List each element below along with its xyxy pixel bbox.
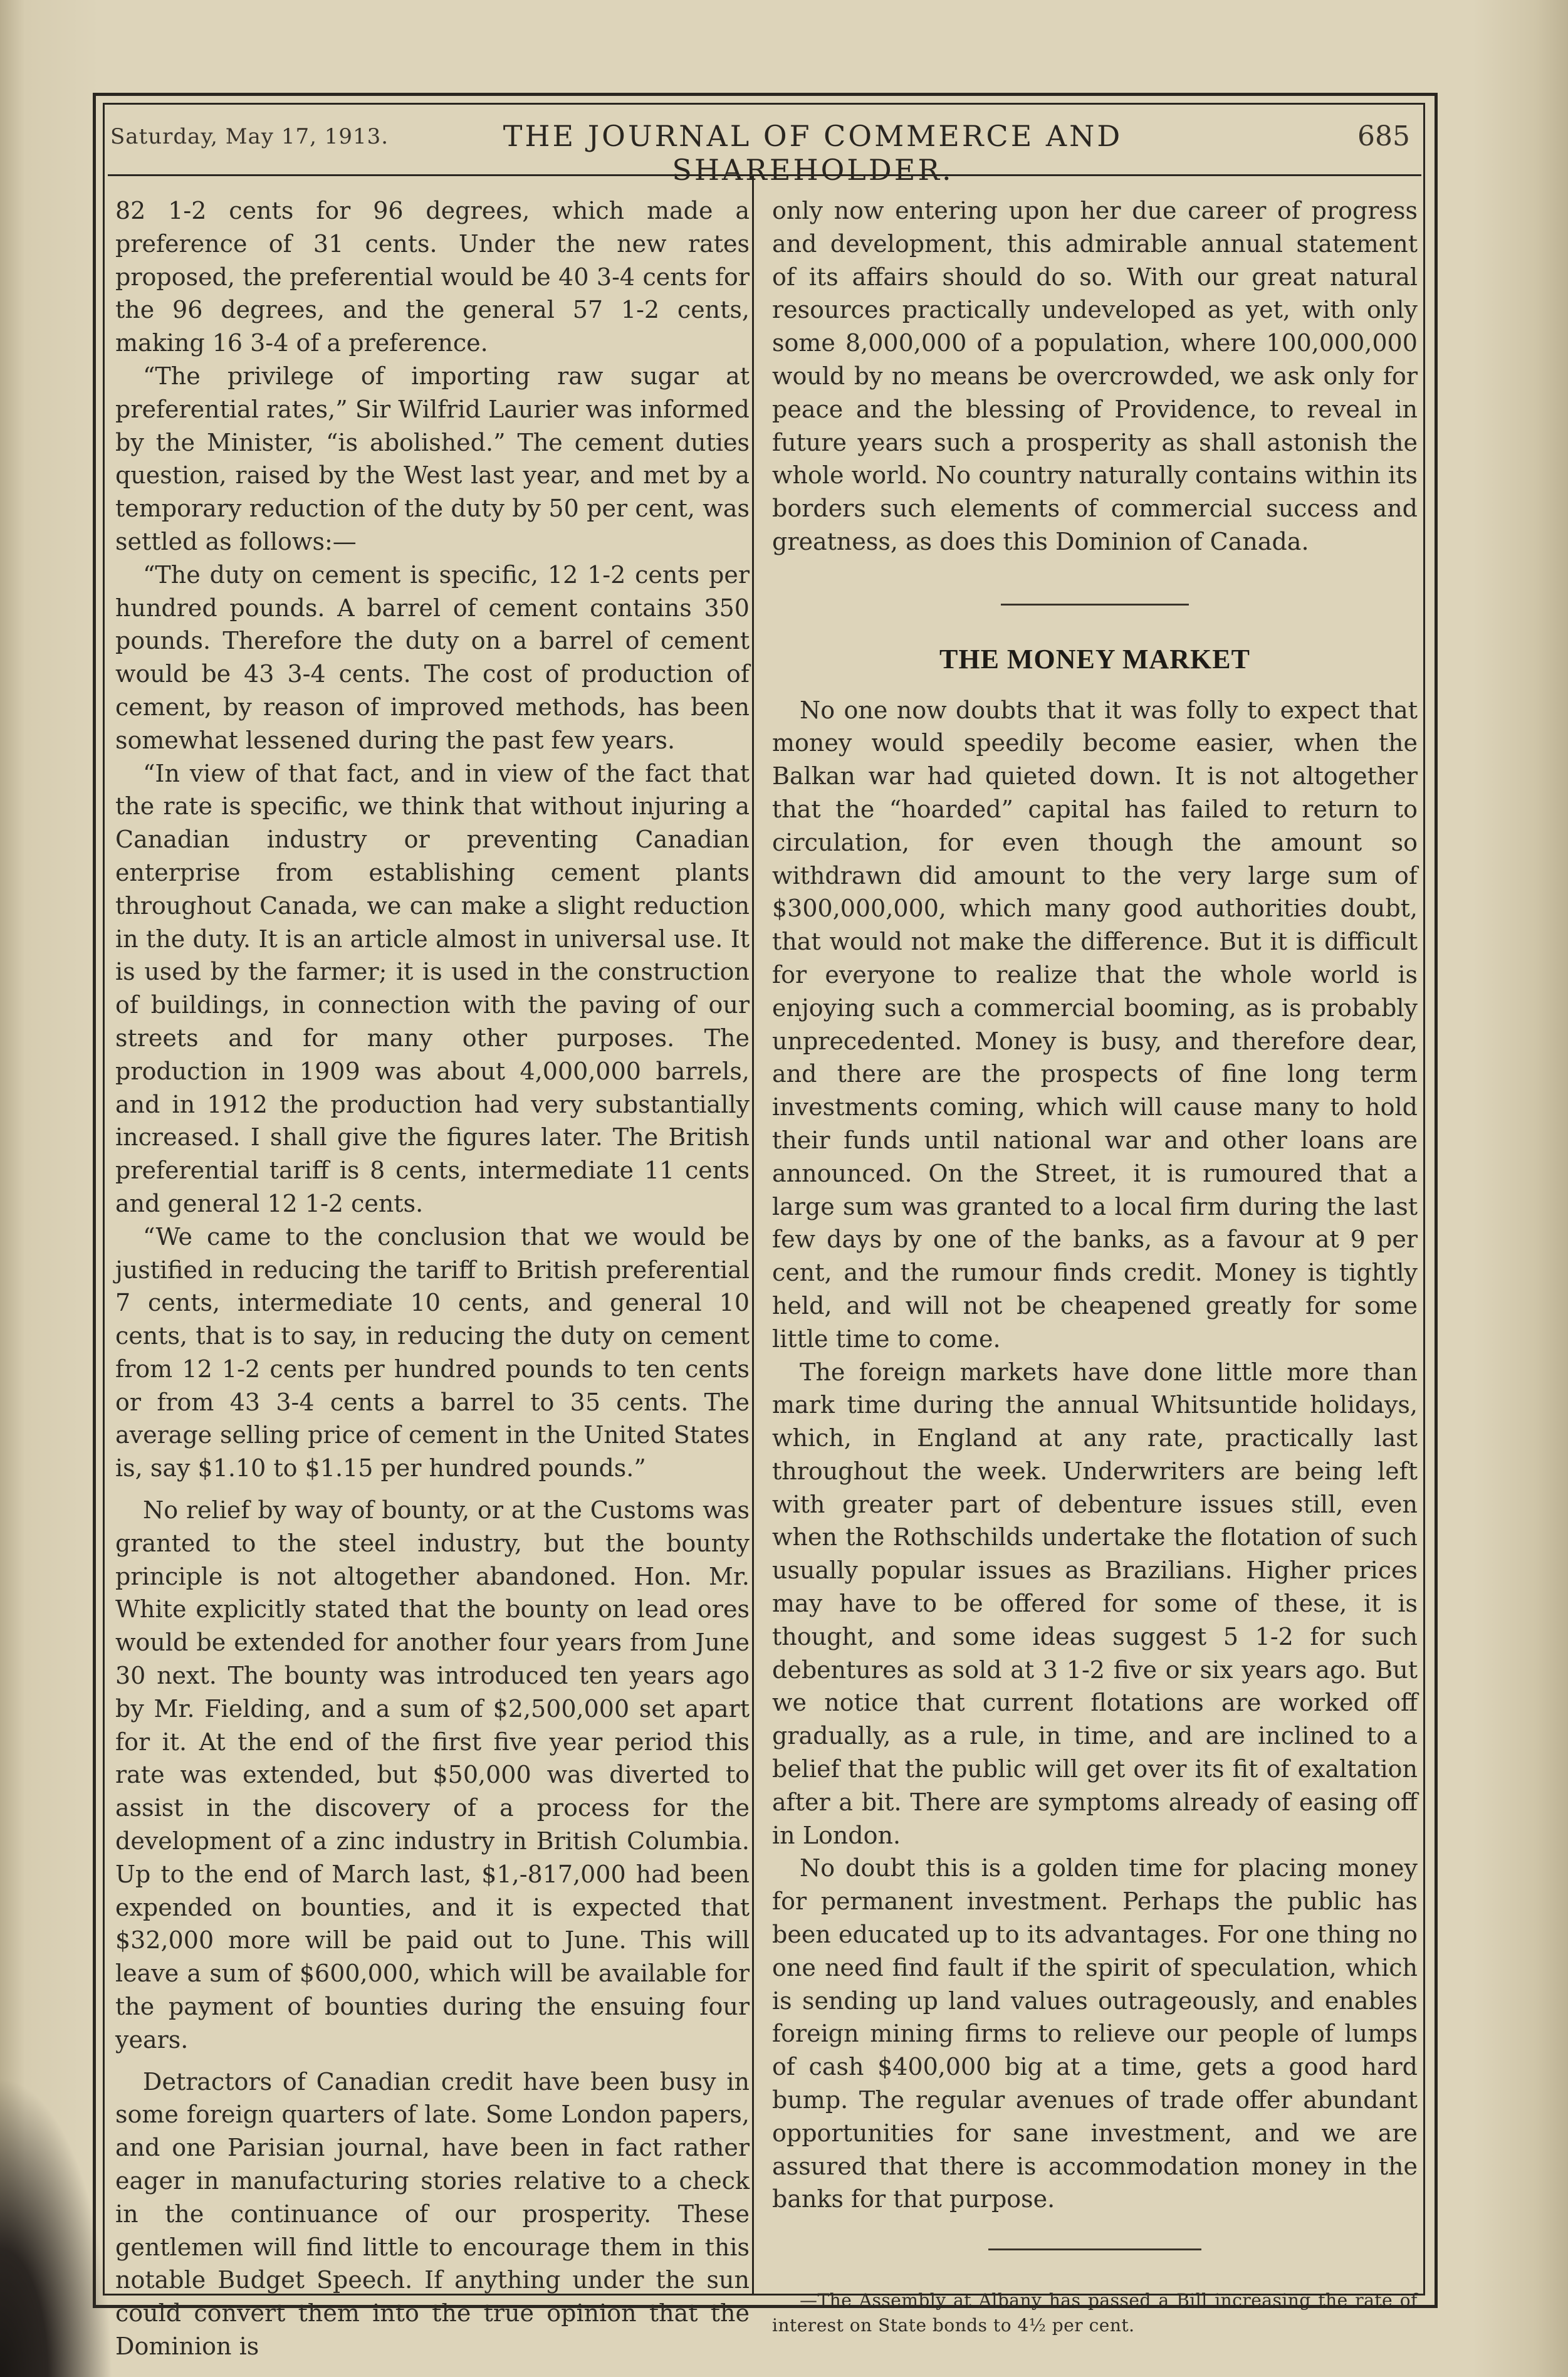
right-column (772, 194, 1418, 2338)
article-paragraph: “We came to the conclusion that we would be justified in reducing the tariff to British preferential 7 cents, intermediate 10 cents, and general 10 cents, that is to say, in reducing the duty on cement from 12 1-2 cents per hundred pounds to ten cents or from 43 3-4 cents a barrel to 35 cents. The average selling price of cement in the United States is, say $1.10 to $1.15 per hundred pounds.” (115, 1222, 750, 1482)
news-note: —The Assembly at Albany has passed a Bill increasing the rate of interest on State bonds to 4½ per cent. (772, 2290, 1418, 2336)
article-paragraph: 82 1-2 cents for 96 degrees, which made a preference of 31 cents. Under the new rates proposed, the preferential would be 40 3-4 cents for the 96 degrees, and the general 57 1-2 cents, making 16 3-4 of a preference. (115, 197, 750, 357)
article-paragraph: “The duty on cement is specific, 12 1-2 cents per hundred pounds. A barrel of cement contains 350 pounds. Therefore the duty on a barrel of cement would be 43 3-4 cents. The cost of production of cement, by reason of improved methods, has been somewhat lessened during the past few years. (115, 560, 750, 754)
article-continuation: only now entering upon her due career of progress and development, this admirable annual statement of its affairs should do so. With our great natural resources practically undeveloped as yet, with only some 8,000,000 of a population, where 100,000,000 would by no means be overcrowded, we ask only for peace and the blessing of Providence, to reveal in future years such a prosperity as shall astonish the whole world. No country naturally contains within its borders such elements of commercial success and greatness, as does this Dominion of Canada. (772, 197, 1418, 555)
page-number: 685 (1357, 120, 1410, 152)
article-paragraph: “In view of that fact, and in view of the fact that the rate is specific, we think that without injuring a Canadian industry or preventing Canadian enterprise from establishing cement plants throughout Canada, we can make a slight reduction in the duty. It is an article almost in universal use. It is used by the farmer; it is used in the construction of buildings, in connection with the paving of our streets and for many other purposes. The production in 1909 was about 4,000,000 barrels, and in 1912 the production had very substantially increased. I shall give the figures later. The British preferential tariff is 8 cents, intermediate 11 cents and general 12 1-2 cents. (115, 759, 750, 1217)
header-rule (108, 174, 1421, 176)
left-column (115, 194, 750, 2363)
money-market-paragraph: The foreign markets have done little more than mark time during the annual Whitsuntide holidays, which, in England at any rate, practically last throughout the week. Underwriters are being left with greater part of debenture issues still, even when the Rothschilds undertake the flotation of such usually popular issues as Brazilians. Higher prices may have to be offered for some of these, it is thought, and some ideas suggest 5 1-2 for such debentures as sold at 3 1-2 five or six years ago. But we notice that current flotations are worked off gradually, as a rule, in time, and are inclined to a belief that the public will get over its fit of exaltation after a bit. There are symptoms already of easing off in London. (772, 1358, 1418, 1849)
article-paragraph: “The privilege of importing raw sugar at preferential rates,” Sir Wilfrid Laurier was informed by the Minister, “is abolished.” The cement duties question, raised by the West last year, and met by a temporary reduction of the duty by 50 per cent, was settled as follows:— (115, 362, 750, 555)
column-divider (752, 176, 754, 2294)
publication-title: THE JOURNAL OF COMMERCE AND SHAREHOLDER. (503, 119, 1123, 187)
page-header (108, 119, 1418, 187)
section-title: THE MONEY MARKET (939, 643, 1250, 674)
note-separator (988, 2248, 1201, 2250)
money-market-paragraph: No doubt this is a golden time for placing money for permanent investment. Perhaps the public has been educated up to its advantages. For one thing no one need find fault if the spirit of speculation, which is sending up land values outrageously, and enables foreign mining firms to relieve our people of lumps of cash $400,000 big at a time, gets a good hard bump. The regular avenues of trade offer abundant opportunities for sane investment, and we are assured that there is accommodation money in the banks for that purpose. (772, 1854, 1418, 2213)
section-separator (1001, 604, 1189, 606)
header-date: Saturday, May 17, 1913. (110, 124, 389, 149)
article-paragraph: Detractors of Canadian credit have been busy in some foreign quarters of late. Some London papers, and one Parisian journal, have been in fact rather eager in manufacturing stories relative to a check in the continuance of our prosperity. These gentlemen will find little to encourage them in this notable Budget Speech. If anything under the sun could convert them into the true opinion that the Dominion is (115, 2067, 750, 2360)
article-paragraph: No relief by way of bounty, or at the Customs was granted to the steel industry, but the bounty principle is not altogether abandoned. Hon. Mr. White explicitly stated that the bounty on lead ores would be extended for another four years from June 30 next. The bounty was introduced ten years ago by Mr. Fielding, and a sum of $2,500,000 set apart for it. At the end of the first five year period this rate was extended, but $50,000 was diverted to assist in the discovery of a process for the development of a zinc industry in British Columbia. Up to the end of March last, $1,-817,000 had been expended on bounties, and it is expected that $32,000 more will be paid out to June. This will leave a sum of $600,000, which will be available for the payment of bounties during the ensuing four years. (115, 1496, 750, 2054)
money-market-paragraph: No one now doubts that it was folly to expect that money would speedily become easier, when the Balkan war had quieted down. It is not altogether that the “hoarded” capital has failed to return to circulation, for even though the amount so withdrawn did amount to the very large sum of $300,000,000, which many good authorities doubt, that would not make the difference. But it is difficult for everyone to realize that the whole world is enjoying such a commercial booming, as is probably unprecedented. Money is busy, and therefore dear, and there are the prospects of fine long term investments coming, which will cause many to hold their funds until national war and other loans are announced. On the Street, it is rumoured that a large sum was granted to a local firm during the last few days by one of the banks, as a favour at 9 per cent, and the rumour finds credit. Money is tightly held, and will not be cheapened greatly for some little time to come. (772, 696, 1418, 1353)
